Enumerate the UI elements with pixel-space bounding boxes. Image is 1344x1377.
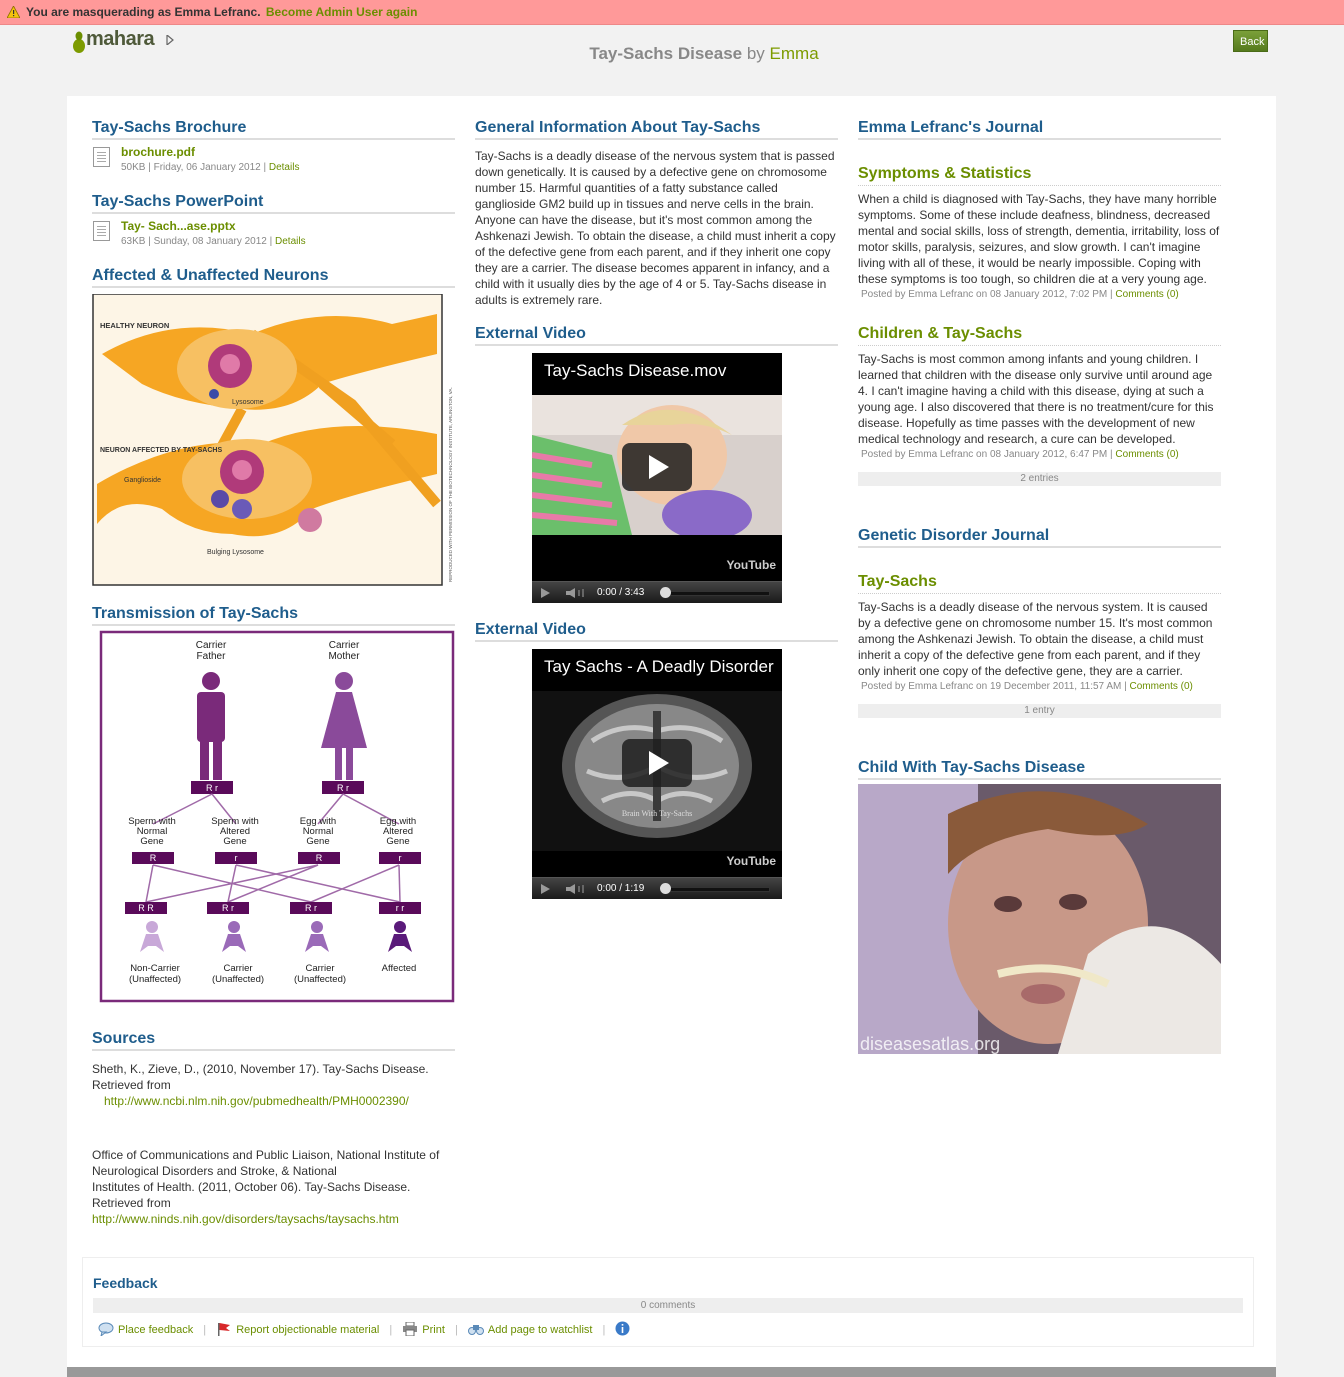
info-icon[interactable] [615, 1321, 630, 1336]
journal-post [858, 324, 1221, 460]
file-meta-text: 50KB | Friday, 06 January 2012 | [121, 162, 269, 173]
powerpoint-block [92, 192, 455, 252]
child-gene-4: r r [395, 903, 405, 913]
block-title: Affected & Unaffected Neurons [92, 266, 455, 288]
video-controls [532, 581, 782, 603]
feedback-title: Feedback [93, 1275, 158, 1291]
page-title-by: by [746, 44, 765, 63]
video-block-2 [475, 620, 838, 894]
image-credit: REPRODUCED WITH PERMISSION OF THE BIOTECHNOLOGY INSTITUTE, ARLINGTON, VA. [448, 387, 453, 582]
child-photo [858, 784, 1221, 1054]
block-title: External Video [475, 324, 838, 346]
block-title: Tay-Sachs Brochure [92, 118, 455, 140]
speech-bubble-icon [98, 1322, 114, 1336]
printer-icon [402, 1322, 418, 1336]
child-gene-2: R r [222, 903, 234, 913]
post-body: Tay-Sachs is most common among infants and young children. I learned that children with the disease only survive until around age 4. I can't imagine having a child with this disease, dying at such a young age. I also discovered that there is no treatment/cure for this disease. Hopefully as time passes with the development of new medical technology and research, a cure can be developed. [858, 352, 1214, 446]
source-1-link[interactable]: http://www.ncbi.nlm.nih.gov/pubmedhealth/PMH0002390/ [104, 1094, 409, 1108]
post-title[interactable]: Symptoms & Statistics [858, 164, 1221, 186]
source-2-line-2: Neurological Disorders and Stroke, & National [92, 1164, 337, 1178]
source-2-line-3: Institutes of Health. (2011, October 06). Tay-Sachs Disease. [92, 1180, 411, 1194]
post-meta-text: Posted by Emma Lefranc on 08 January 2012, 7:02 PM | [861, 289, 1116, 300]
progress-knob[interactable] [660, 587, 671, 598]
author-link[interactable]: Emma [769, 44, 819, 63]
youtube-logo[interactable]: YouTube [726, 558, 776, 572]
gamete-1-line-2: Normal [136, 826, 168, 837]
child-2-label-2: (Unaffected) [211, 974, 265, 985]
comments-link[interactable]: Comments (0) [1115, 289, 1179, 300]
become-admin-link[interactable]: Become Admin User again [265, 5, 418, 19]
gamete-gene-3: R [315, 853, 323, 863]
gamete-gene-4: r [398, 853, 402, 863]
video-player[interactable] [532, 649, 782, 899]
block-title: Tay-Sachs PowerPoint [92, 192, 455, 214]
entries-count: 1 entry [858, 704, 1221, 718]
genetic-journal-block [858, 526, 1221, 718]
post-meta-text: Posted by Emma Lefranc on 08 January 2012, 6:47 PM | [861, 449, 1116, 460]
gamete-4-line-1: Egg with [379, 816, 417, 827]
youtube-logo[interactable]: YouTube [726, 854, 776, 868]
print-link[interactable]: Print [422, 1324, 445, 1336]
block-title: Child With Tay-Sachs Disease [858, 758, 1221, 780]
post-body: When a child is diagnosed with Tay-Sachs, they have many horrible symptoms. Some of these include deafness, blindness, decreased mental and social skills, loss of strength, dementia, irritability, loss of motor skills, paralysis, seizures, and slow growth. I can't imagine living with all of these, it would be nearly impossible. Coping with these symptoms is too tough, so children die at a very young age. [858, 192, 1220, 286]
file-row [92, 218, 455, 252]
child-4-label-1: Affected [381, 963, 417, 974]
warning-icon [7, 6, 20, 18]
video-caption: Brain With Tay-Sachs [621, 809, 693, 818]
post-body: Tay-Sachs is a deadly disease of the nervous system. It is caused by a defective gene on chromosome number 15. It's most common among the Ashkenazi Jewish. To obtain the disease, a child must inherit a copy of the defective gene from each parent, and if they only inherit one copy of the defective gene, they are a carrier. [858, 600, 1213, 678]
feedback-section [82, 1257, 1254, 1347]
volume-icon[interactable] [566, 588, 586, 598]
play-overlay-icon[interactable] [622, 443, 692, 491]
watchlist-link[interactable]: Add page to watchlist [487, 1324, 593, 1336]
volume-icon[interactable] [566, 884, 586, 894]
file-meta-text: 63KB | Sunday, 08 January 2012 | [121, 236, 276, 247]
comments-link[interactable]: Comments (0) [1115, 449, 1179, 460]
video-time: 0:00 / 3:43 [597, 587, 645, 598]
mother-label-1: Carrier [328, 640, 360, 651]
document-icon [93, 147, 110, 167]
block-title: Transmission of Tay-Sachs [92, 604, 455, 626]
child-image-block [858, 758, 1221, 1054]
label-healthy-neuron: HEALTHY NEURON [100, 321, 170, 330]
video-block-1 [475, 324, 838, 598]
file-link[interactable]: Tay- Sach...ase.pptx [121, 219, 236, 233]
father-genes: R r [206, 783, 218, 793]
file-meta [121, 162, 299, 173]
flag-icon [216, 1322, 232, 1336]
file-row [92, 144, 455, 178]
gamete-gene-1: R [149, 853, 157, 863]
post-meta [858, 449, 1221, 460]
journal-block [858, 118, 1221, 486]
progress-knob[interactable] [660, 883, 671, 894]
neuron-image [92, 294, 455, 587]
video-controls [532, 877, 782, 899]
block-title: Sources [92, 1029, 455, 1051]
label-bulging-lysosome: Bulging Lysosome [207, 549, 264, 556]
gamete-2-line-1: Sperm with [211, 816, 259, 827]
gamete-1-line-1: Sperm with [128, 816, 176, 827]
place-feedback-link[interactable]: Place feedback [118, 1324, 194, 1336]
general-info-text: Tay-Sachs is a deadly disease of the nervous system that is passed down genetically. It is caused by a defective gene on chromosome number 15. Harmful quantities of a fatty substance called ganglioside GM2 build up in tissues and nerve cells in the brain. Anyone can have the disease, but it's most common among the Ashkenazi Jewish. To obtain the disease, a child must inherit a copy of the defective gene from each parent, and if they inherit one copy they are a carrier. The disease becomes apparent in infancy, and a child with it usually dies by the age of 4 or 5. Tay-Sachs disease in adults is extremely rare. [475, 149, 836, 307]
source-2-line-4: Retrieved from [92, 1196, 171, 1210]
mother-genes: R r [337, 783, 349, 793]
journal-post [858, 572, 1221, 692]
transmission-block [92, 604, 455, 985]
sources-block [92, 1029, 455, 1227]
label-lysosome: Lysosome [232, 399, 264, 406]
progress-bar[interactable] [662, 887, 770, 892]
gamete-gene-2: r [234, 853, 238, 863]
video-title[interactable]: Tay Sachs - A Deadly Disorder [544, 657, 774, 676]
binoculars-icon [468, 1322, 484, 1336]
father-label-2: Father [196, 651, 226, 662]
post-title[interactable]: Children & Tay-Sachs [858, 324, 1221, 346]
document-icon [93, 221, 110, 241]
page-title [64, 44, 1344, 64]
footer-bar [67, 1367, 1276, 1377]
gamete-3-line-3: Gene [306, 836, 330, 847]
label-affected-neuron: NEURON AFFECTED BY TAY-SACHS [100, 447, 223, 454]
child-3-label-1: Carrier [305, 963, 335, 974]
entries-count: 2 entries [858, 472, 1221, 486]
brochure-block [92, 118, 455, 178]
child-2-label-1: Carrier [223, 963, 253, 974]
print-action[interactable] [402, 1324, 448, 1336]
post-meta [858, 289, 1221, 300]
gamete-3-line-1: Egg with [299, 816, 337, 827]
post-meta-text: Posted by Emma Lefranc on 19 December 2011, 11:57 AM | [861, 681, 1130, 692]
comments-link[interactable]: Comments (0) [1129, 681, 1193, 692]
child-gene-3: R r [305, 903, 317, 913]
source-2-link[interactable]: http://www.ninds.nih.gov/disorders/taysachs/taysachs.htm [92, 1212, 399, 1226]
details-link[interactable]: Details [268, 162, 300, 173]
block-title: Genetic Disorder Journal [858, 526, 1221, 548]
play-icon[interactable] [541, 588, 550, 598]
block-title: Emma Lefranc's Journal [858, 118, 1221, 140]
gamete-2-line-2: Altered [219, 826, 251, 837]
child-1-label-2: (Unaffected) [128, 974, 182, 985]
page-title-text: Tay-Sachs Disease [589, 44, 743, 63]
gamete-1-line-3: Gene [140, 836, 164, 847]
gamete-4-line-2: Altered [382, 826, 414, 837]
comments-count: 0 comments [93, 1298, 1243, 1313]
general-info-block [475, 118, 838, 308]
back-button[interactable]: Back [1233, 30, 1268, 52]
video-player[interactable] [532, 353, 782, 603]
post-title[interactable]: Tay-Sachs [858, 572, 1221, 594]
video-title[interactable]: Tay-Sachs Disease.mov [544, 361, 727, 380]
play-icon[interactable] [541, 884, 550, 894]
masquerade-message: You are masquerading as Emma Lefranc. [26, 5, 261, 19]
father-label-1: Carrier [195, 640, 227, 651]
file-meta [121, 236, 306, 247]
child-gene-1: R R [138, 903, 154, 913]
label-ganglioside: Ganglioside [124, 477, 161, 484]
neurons-block [92, 266, 455, 582]
masquerade-banner [0, 0, 1344, 25]
photo-watermark: diseasesatlas.org [860, 1034, 1001, 1054]
video-time: 0:00 / 1:19 [597, 883, 645, 894]
report-action[interactable] [216, 1324, 382, 1336]
source-2-line-1: Office of Communications and Public Liaison, National Institute of [92, 1148, 440, 1162]
block-title: General Information About Tay-Sachs [475, 118, 838, 140]
file-link[interactable]: brochure.pdf [121, 145, 195, 159]
watchlist-action[interactable] [468, 1324, 596, 1336]
details-link[interactable]: Details [275, 236, 306, 247]
gamete-4-line-3: Gene [386, 836, 410, 847]
report-link[interactable]: Report objectionable material [236, 1324, 380, 1336]
transmission-diagram [92, 630, 455, 1005]
mother-label-2: Mother [328, 651, 360, 662]
gamete-2-line-3: Gene [223, 836, 247, 847]
child-1-label-1: Non-Carrier [130, 963, 180, 974]
play-overlay-icon[interactable] [622, 739, 692, 787]
block-title: External Video [475, 620, 838, 642]
page-content [67, 96, 1276, 1377]
progress-bar[interactable] [662, 591, 770, 596]
child-3-label-2: (Unaffected) [293, 974, 347, 985]
mahara-logo-text[interactable]: mahara [86, 28, 155, 50]
place-feedback-action[interactable] [98, 1324, 196, 1336]
gamete-3-line-2: Normal [302, 826, 334, 837]
source-1-text: Sheth, K., Zieve, D., (2010, November 17). Tay-Sachs Disease. Retrieved from [92, 1062, 429, 1092]
journal-post [858, 164, 1221, 300]
feedback-actions: Place feedback | Report objectionable material | Print | Add page to watchlist | [98, 1321, 634, 1336]
post-meta [858, 681, 1221, 692]
